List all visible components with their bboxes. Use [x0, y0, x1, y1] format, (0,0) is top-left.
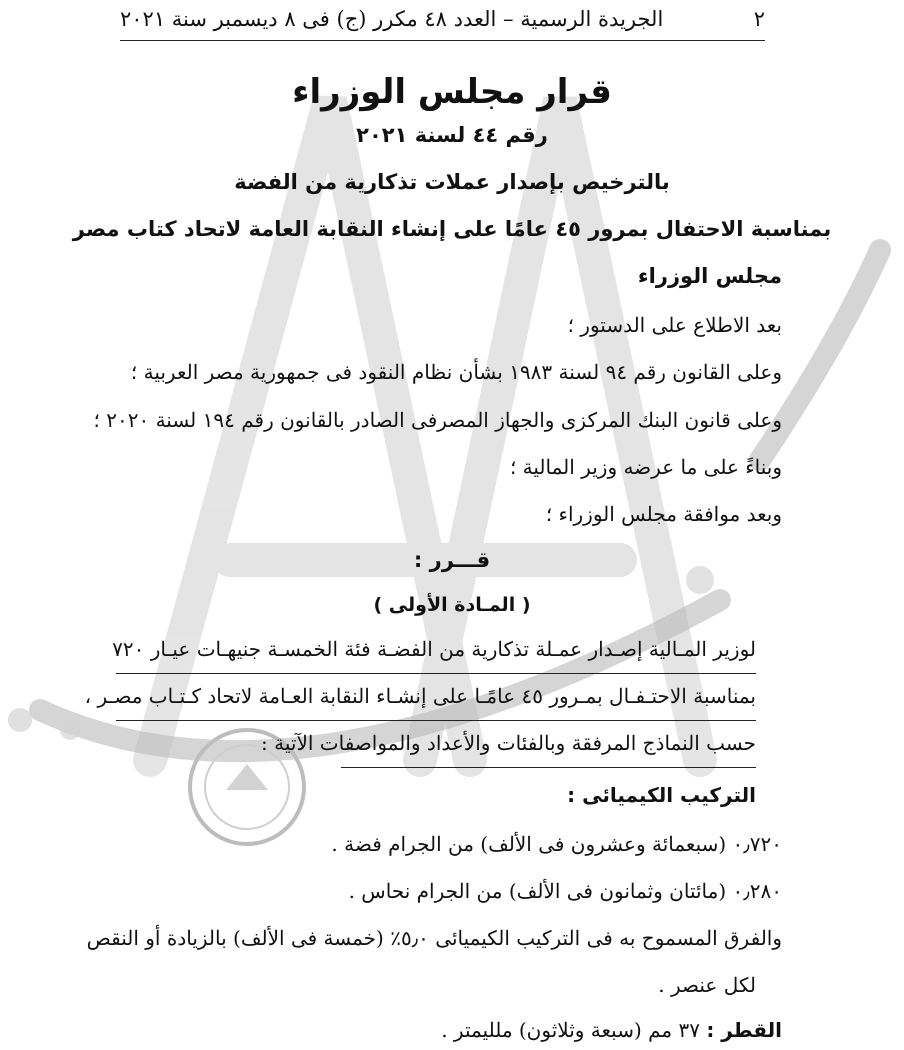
article-1-line-3: حسب النماذج المرفقة وبالفئات والأعداد والمواصفات الآتية :: [261, 731, 756, 755]
chemical-copper: ٠٫٢٨٠ (مائتان وثمانون فى الألف) من الجرام نحاس .: [348, 879, 782, 903]
diameter-line: [441, 1018, 782, 1042]
chemical-tolerance-1: والفرق المسموح به فى التركيب الكيميائى ٥٫٠٪ (خمسة فى الألف) بالزيادة أو النقص: [86, 926, 782, 950]
preamble-line-4: وبناءً على ما عرضه وزير المالية ؛: [509, 455, 782, 479]
issuer: مجلس الوزراء: [637, 264, 782, 288]
page-number: ٢: [753, 7, 765, 31]
underline-2: [116, 720, 756, 721]
chemical-tolerance-2: لكل عنصر .: [658, 973, 756, 997]
diameter-value: ٣٧ مم (سبعة وثلاثون) ملليمتر .: [441, 1018, 700, 1042]
chemical-silver: ٠٫٧٢٠ (سبعمائة وعشرون فى الألف) من الجرام فضة .: [331, 832, 782, 856]
decree-number: رقم ٤٤ لسنة ٢٠٢١: [356, 123, 548, 147]
article-1-line-2: بمناسبة الاحتـفـال بمـرور ٤٥ عامًـا على إنشـاء النقابة العـامة لاتحاد كـتـاب مصـر ،: [84, 684, 756, 708]
diameter-label: القطر :: [706, 1018, 782, 1042]
decree-title: قرار مجلس الوزراء: [292, 72, 612, 112]
article-1-heading: ( المـادة الأولى ): [373, 594, 531, 616]
decree-subject-1: بالترخيص بإصدار عملات تذكارية من الفضة: [234, 170, 670, 194]
chemical-heading: التركيب الكيميائى :: [567, 783, 756, 807]
underline-1: [116, 673, 756, 674]
preamble-line-2: وعلى القانون رقم ٩٤ لسنة ١٩٨٣ بشأن نظام النقود فى جمهورية مصر العربية ؛: [130, 360, 782, 384]
preamble-line-3: وعلى قانون البنك المركزى والجهاز المصرفى الصادر بالقانون رقم ١٩٤ لسنة ٢٠٢٠ ؛: [93, 408, 782, 432]
resolution-heading: قـــرر :: [413, 548, 491, 572]
page-header: [120, 2, 765, 36]
article-1-line-1: لوزير المـالية إصـدار عمـلة تذكارية من الفضـة فئة الخمسـة جنيهـات عيـار ٧٢٠: [112, 637, 756, 661]
header-divider: [120, 40, 765, 41]
decree-subject-2: بمناسبة الاحتفال بمرور ٤٥ عامًا على إنشاء النقابة العامة لاتحاد كتاب مصر: [72, 217, 832, 241]
preamble-line-1: بعد الاطلاع على الدستور ؛: [567, 313, 782, 337]
running-title: الجريدة الرسمية – العدد ٤٨ مكرر (ج) فى ٨ ديسمبر سنة ٢٠٢١: [120, 7, 664, 31]
underline-3: [341, 767, 756, 768]
preamble-line-5: وبعد موافقة مجلس الوزراء ؛: [545, 502, 782, 526]
